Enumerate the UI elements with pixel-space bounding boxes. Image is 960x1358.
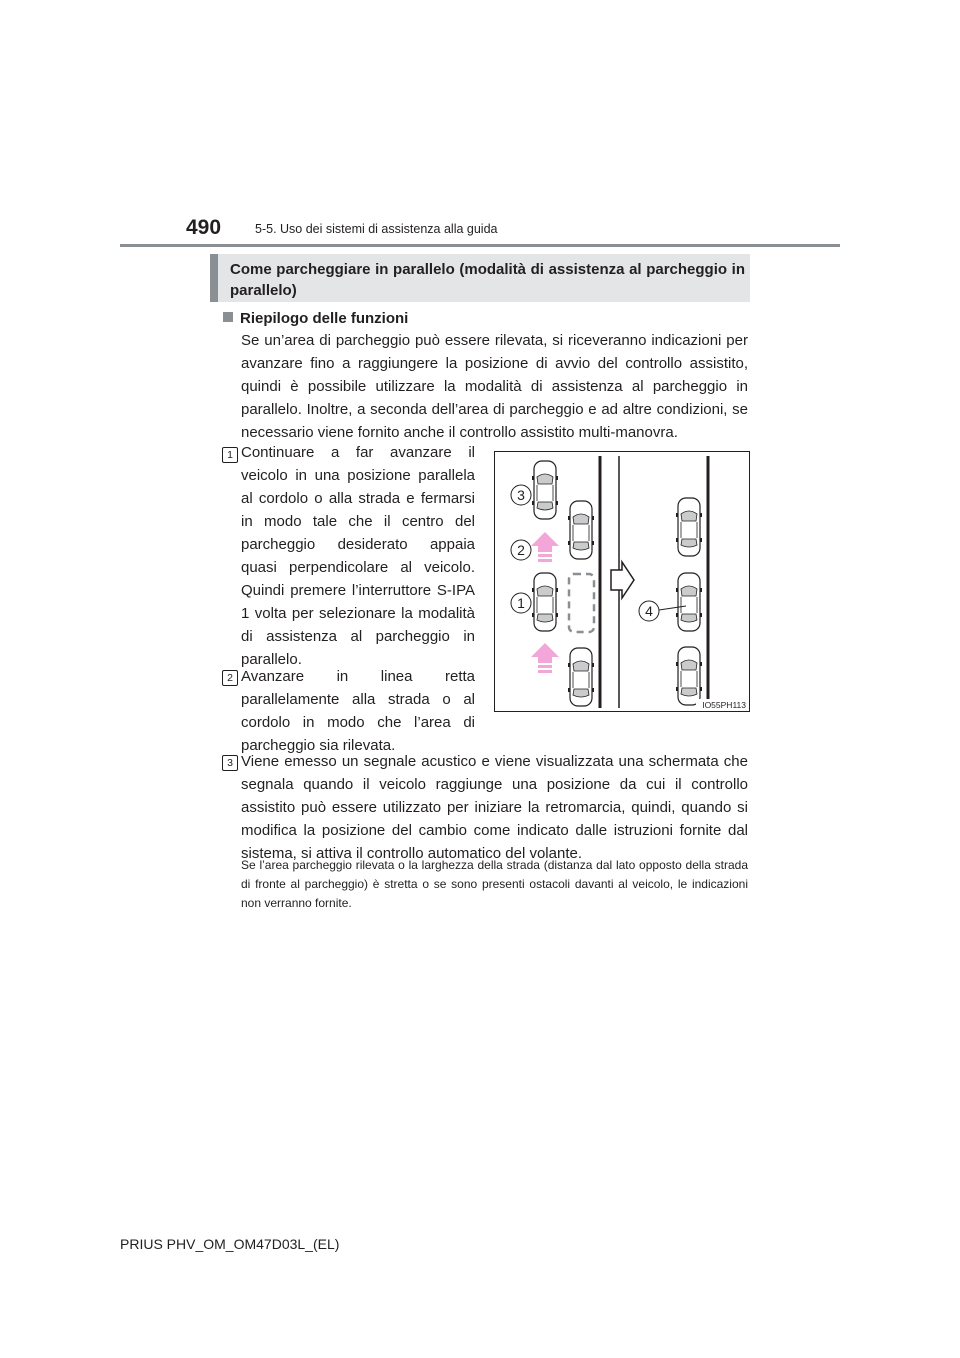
callout-2: 2: [517, 542, 525, 558]
parked-car-icon: [568, 501, 594, 559]
summary-heading: [223, 310, 408, 327]
forward-arrow-icon: [531, 532, 559, 562]
topic-title: Come parcheggiare in parallelo (modalità di assistenza al parcheggio in parallelo): [230, 261, 745, 299]
forward-arrow-icon: [531, 643, 559, 673]
callout-1: 1: [517, 595, 525, 611]
step-3-text: Viene emesso un segnale acustico e viene visualizzata una schermata che segnala quando il veicolo raggiunge una posizione da cui il controllo assistito può essere utilizzato per iniziare la retromarcia, quindi, quando si modifica la posizione del cambio come indicato dalle istruzioni fornite dal sistema, si attiva il controllo automatico del volante.: [241, 753, 748, 862]
step-2-marker: 2: [222, 670, 238, 686]
vehicle-position-1-icon: [532, 573, 558, 631]
step-1-text: Continuare a far avanzare il veicolo in una posizione parallela al cordolo o alla strada e fermarsi in modo tale che il centro del parcheggio desiderato appaia quasi perpendicolare al veicolo. Quindi premere l’interruttore S-IPA 1 volta per selezionare la modalità di assistenza al parcheggio in parallelo.: [241, 444, 475, 668]
summary-heading-text: Riepilogo delle funzioni: [240, 310, 409, 327]
direction-arrow-icon: [611, 562, 634, 598]
target-parking-space: [569, 574, 594, 632]
document-footer: PRIUS PHV_OM_OM47D03L_(EL): [120, 1236, 340, 1252]
step-3-marker: 3: [222, 755, 238, 771]
square-bullet-icon: [223, 312, 233, 322]
callout-3: 3: [517, 487, 525, 503]
callout-4: 4: [645, 603, 653, 619]
note-text: Se l’area parcheggio rilevata o la larghezza della strada (distanza dal lato opposto della strada di fronte al parcheggio) è stretta o se sono presenti ostacoli davanti al veicolo, le indicazioni non verranno fornite.: [241, 858, 748, 910]
figure-code: IO55PH113: [702, 700, 746, 710]
parking-illustration: [494, 451, 750, 712]
parked-car-icon: [676, 498, 702, 556]
page-number: 490: [186, 216, 222, 239]
step-1-marker: 1: [222, 447, 238, 463]
topic-title-box: [210, 254, 750, 302]
section-title: 5-5. Uso dei sistemi di assistenza alla guida: [255, 222, 498, 236]
step-2-text: Avanzare in linea retta parallelamente alla strada o al cordolo in modo che l’area di parcheggio sia rilevata.: [241, 668, 475, 754]
vehicle-position-4-icon: [676, 573, 702, 631]
summary-intro: Se un’area di parcheggio può essere rilevata, si riceveranno indicazioni per avanzare fino a raggiungere la posizione di avvio del controllo assistito, quindi è possibile utilizzare la modalità di assistenza al parcheggio in parallelo. Inoltre, a seconda dell’area di parcheggio e ad altre condizioni, se necessario viene fornito anche il controllo assistito multi-manovra.: [241, 332, 748, 441]
vehicle-position-3-icon: [532, 461, 558, 519]
parked-car-icon: [568, 648, 594, 706]
header-divider: [120, 244, 840, 247]
parking-diagram: [495, 452, 749, 711]
parked-car-icon: [676, 647, 702, 705]
